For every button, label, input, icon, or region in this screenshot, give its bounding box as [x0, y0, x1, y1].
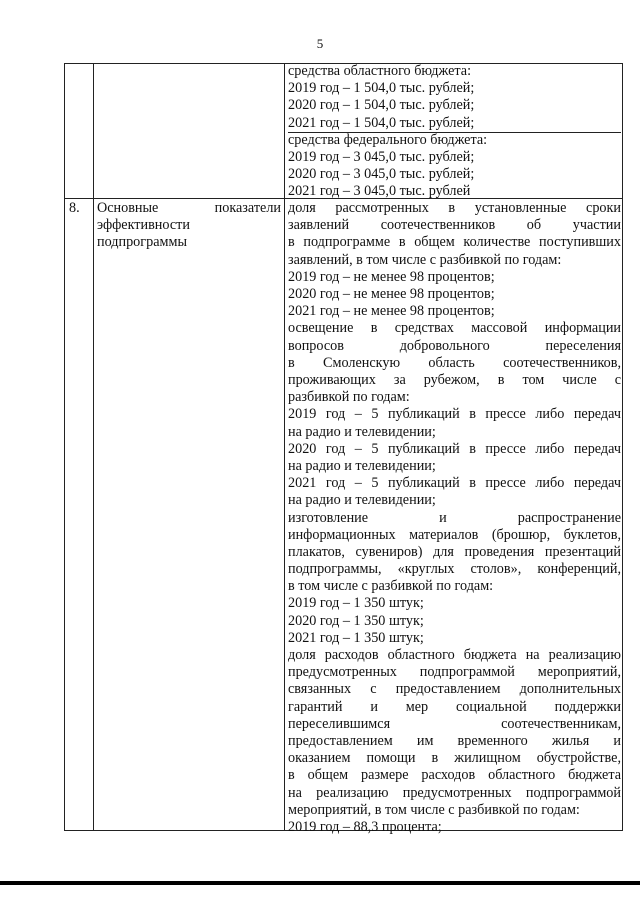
text-line: 2021 год – не менее 98 процентов;	[288, 303, 495, 320]
text-line: разбивкой по годам:	[288, 389, 410, 406]
text-line: 2020 год – 1 350 штук;	[288, 612, 424, 629]
text-line: на радио и телевидении;	[288, 423, 436, 440]
text-line: средства федерального бюджета:	[288, 131, 488, 148]
row-8-number: 8.	[69, 200, 80, 216]
text-line: на реализацию предусмотренных подпрограммой	[288, 784, 621, 801]
text-line: на радио и телевидении;	[288, 457, 436, 474]
text-line: вопросов добровольного переселения	[288, 337, 621, 354]
row-8-name	[97, 200, 281, 252]
text-line: 2021 год – 1 504,0 тыс. рублей;	[288, 114, 475, 131]
text-line: Основные показатели	[97, 200, 281, 216]
text-line: 2020 год – 1 504,0 тыс. рублей;	[288, 97, 475, 114]
text-line: 2020 год – 3 045,0 тыс. рублей;	[288, 166, 475, 183]
text-line: 2021 год – 1 350 штук;	[288, 629, 424, 646]
text-line: 2020 год – не менее 98 процентов;	[288, 285, 495, 302]
page-number: 5	[316, 36, 324, 51]
text-line: проживающих за рубежом, в том числе с	[288, 371, 621, 388]
text-line: 2019 год – 88,3 процента;	[288, 818, 442, 835]
text-line: связанных с предоставлением дополнительных	[288, 681, 621, 698]
text-line: подпрограммы	[97, 234, 187, 251]
text-line: гарантий и мер социальной поддержки	[288, 698, 621, 715]
text-line: доля расходов областного бюджета на реализацию	[288, 647, 621, 664]
text-line: подпрограммы, «круглых столов», конференций,	[288, 561, 621, 578]
text-line: средства областного бюджета:	[288, 63, 472, 79]
column-divider-2	[284, 64, 285, 830]
row-8-content	[288, 200, 621, 836]
text-line: в том числе с разбивкой по годам:	[288, 578, 494, 595]
text-line: на радио и телевидении;	[288, 492, 436, 509]
text-line: мероприятий, в том числе с разбивкой по годам:	[288, 801, 580, 818]
text-line: предусмотренных подпрограммой мероприятий,	[288, 664, 621, 681]
text-line: изготовление и распространение	[288, 509, 621, 526]
text-line: в общем размере расходов областного бюджета	[288, 767, 621, 784]
text-line: 2019 год – 5 публикаций в прессе либо передач	[288, 406, 621, 423]
text-line: заявлений соотечественников об участии	[288, 217, 621, 234]
text-line: 2019 год – 1 504,0 тыс. рублей;	[288, 80, 475, 97]
text-line: переселившимся соотечественникам,	[288, 715, 621, 732]
text-line: информационных материалов (брошюр, буклетов,	[288, 526, 621, 543]
text-line: 2019 год – 3 045,0 тыс. рублей;	[288, 149, 475, 166]
text-line: в Смоленскую область соотечественников,	[288, 354, 621, 371]
text-line: 2020 год – 5 публикаций в прессе либо передач	[288, 440, 621, 457]
text-line: освещение в средствах массовой информации	[288, 320, 621, 337]
text-line: оказанием помощи в жилищном обустройстве,	[288, 750, 621, 767]
text-line: заявлений, в том числе с разбивкой по годам:	[288, 251, 562, 268]
text-line: 2021 год – 3 045,0 тыс. рублей	[288, 183, 471, 200]
text-line: в подпрограмме в общем количестве поступивших	[288, 234, 621, 251]
text-line: доля рассмотренных в установленные сроки	[288, 200, 621, 216]
text-line: плакатов, сувениров) для проведения презентаций	[288, 543, 621, 560]
text-line: эффективности	[97, 217, 190, 234]
table	[64, 63, 623, 835]
text-line: 2019 год – не менее 98 процентов;	[288, 268, 495, 285]
continued-row-content	[288, 63, 621, 201]
cell-internal-rule	[288, 132, 621, 133]
text-line: предоставлением им временного жилья и	[288, 733, 621, 749]
column-divider-1	[93, 64, 94, 830]
bottom-rule	[0, 881, 640, 885]
text-line: 2021 год – 5 публикаций в прессе либо передач	[288, 475, 621, 492]
text-line: 2019 год – 1 350 штук;	[288, 595, 424, 612]
